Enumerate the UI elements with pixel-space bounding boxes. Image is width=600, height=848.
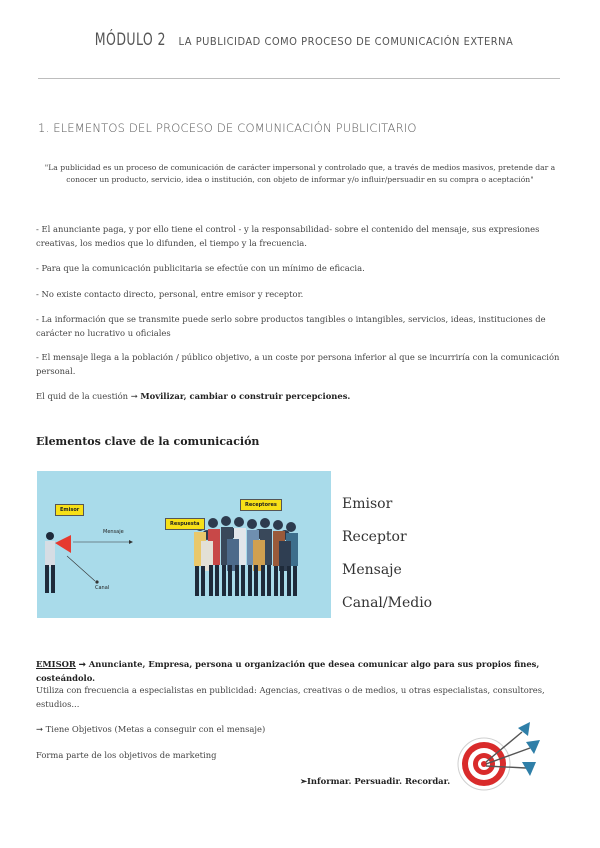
element-canal: Canal/Medio — [342, 595, 433, 611]
bullet-3: - No existe contacto directo, personal, entre emisor y receptor. — [36, 289, 304, 299]
quid-value: Movilizar, cambiar o construir percepciones. — [140, 391, 351, 401]
canal-label: Canal — [95, 585, 110, 591]
bullet-1: - El anunciante paga, y por ello tiene el control - y la responsabilidad- sobre el contenido del mensaje, sus expresiones creativas, los medios que lo difunden, el tiempo y la frecuencia. — [36, 224, 540, 248]
element-mensaje: Mensaje — [342, 562, 402, 578]
emisor-goals: ➢Informar. Persuadir. Recordar. — [300, 776, 451, 786]
header-divider — [38, 78, 560, 79]
emisor-arrow: ➞ — [75, 659, 89, 669]
emisor-specialists: Utiliza con frecuencia a especialistas en publicidad: Agencias, creativas o de medios, u otras especialistas, consultores, estudios... — [36, 685, 545, 709]
emisor-objectives: ➞ Tiene Objetivos (Metas a conseguir con el mensaje) — [36, 724, 266, 734]
section-title: 1. ELEMENTOS DEL PROCESO DE COMUNICACIÓN PUBLICITARIO — [38, 121, 417, 135]
emisor-bubble: Emisor — [55, 504, 84, 516]
module-number: MÓDULO 2 — [94, 30, 166, 50]
communication-illustration — [37, 471, 331, 618]
respuesta-bubble: Respuesta — [165, 518, 205, 530]
target-dart-icon — [452, 718, 548, 798]
emisor-definition-text: Anunciante, Empresa, persona u organización que desea comunicar algo para sus propios fines, costeándolo. — [36, 659, 540, 683]
quid-label: El quid de la cuestión ➞ — [36, 391, 138, 401]
emisor-definition — [36, 658, 564, 685]
element-emisor: Emisor — [342, 496, 393, 512]
page-header — [0, 30, 600, 50]
quid-line — [36, 390, 564, 404]
module-subtitle: LA PUBLICIDAD COMO PROCESO DE COMUNICACIÓN EXTERNA — [178, 35, 514, 48]
emisor-figure — [45, 532, 71, 593]
emisor-label: EMISOR — [36, 659, 76, 669]
emisor-marketing: Forma parte de los objetivos de marketing — [36, 750, 217, 760]
illustration-graphic — [37, 471, 331, 618]
definition-quote: "La publicidad es un proceso de comunicación de carácter impersonal y controlado que, a través de medios masivos, pretende dar a conocer un producto, servicio, idea o institución, con objeto de informar y/o influir/persuadir en su compra o aceptación" — [44, 163, 556, 184]
receptores-bubble: Receptores — [240, 499, 282, 511]
mensaje-label: Mensaje — [103, 529, 124, 535]
element-receptor: Receptor — [342, 529, 407, 545]
bullet-2: - Para que la comunicación publicitaria se efectúe con un mínimo de eficacia. — [36, 263, 365, 273]
bullet-5: - El mensaje llega a la población / público objetivo, a un coste por persona inferior al que se incurriría con la comunicación personal. — [36, 352, 560, 376]
elements-heading: Elementos clave de la comunicación — [36, 435, 260, 448]
receptores-crowd — [194, 516, 298, 596]
bullet-4: - La información que se transmite puede serlo sobre productos tangibles o intangibles, servicios, ideas, instituciones de carácter no lucrativo u oficiales — [36, 314, 546, 338]
